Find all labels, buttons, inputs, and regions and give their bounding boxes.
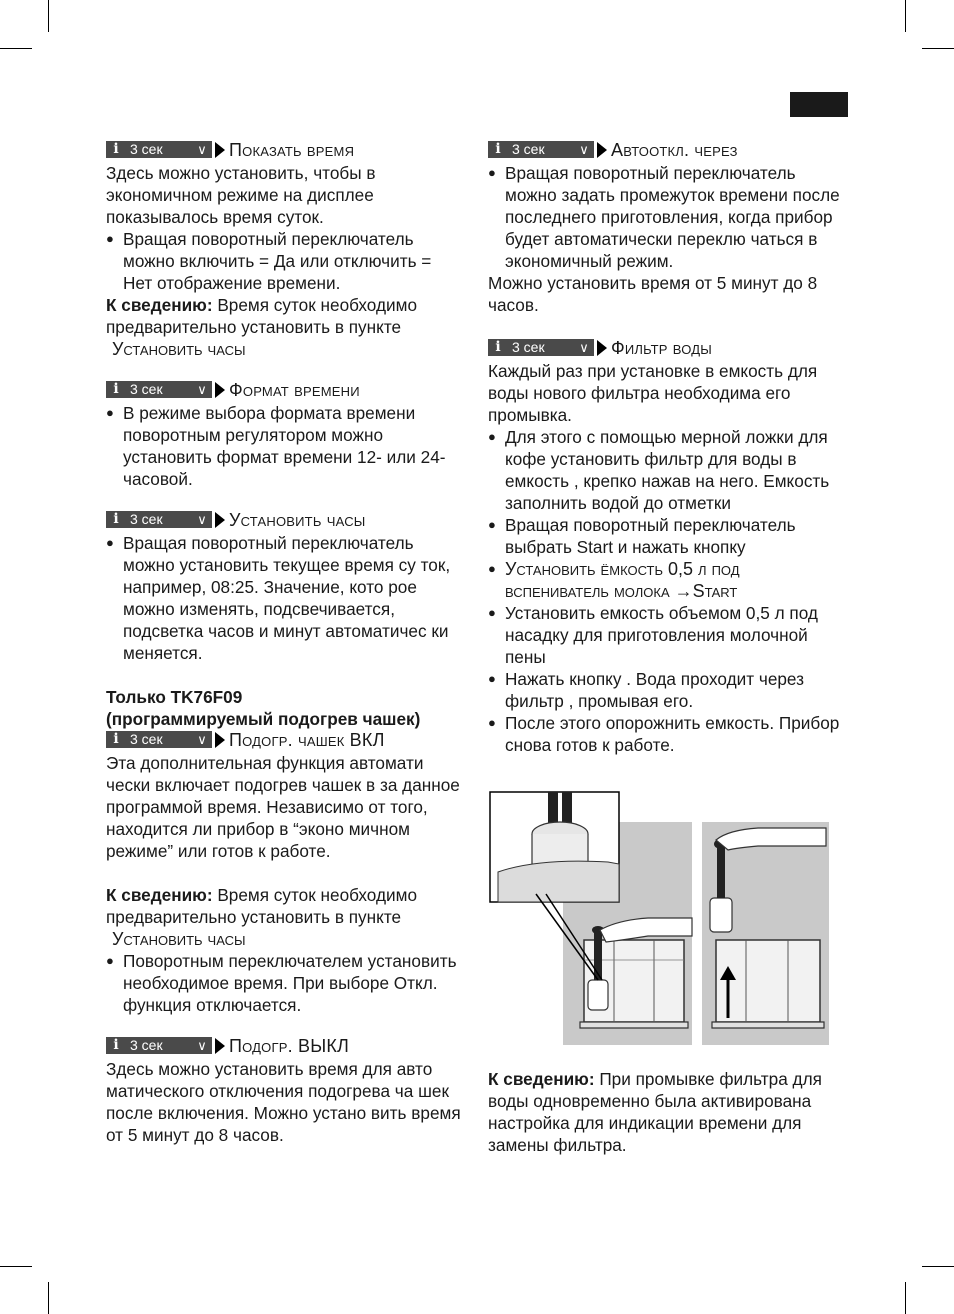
info-icon: i bbox=[113, 1037, 119, 1053]
info-key bbox=[488, 339, 594, 356]
info-icon: i bbox=[113, 381, 119, 397]
play-arrow-icon bbox=[215, 382, 225, 398]
paragraph: Здесь можно установить время для авто матического отключения подогрева ча шек после включения. Можно устано вить время от 5 минут до 8 часов. bbox=[106, 1059, 461, 1145]
section-title: Подогр. чашек ВКЛ bbox=[229, 729, 385, 750]
section-title: Показать время bbox=[229, 139, 355, 160]
note-text: Время суток необходимо предварительно установить в пункте bbox=[106, 885, 417, 927]
paragraph: Можно установить время от 5 минут до 8 часов. bbox=[488, 273, 818, 315]
chevron-down-icon: ∨ bbox=[579, 340, 589, 355]
bullet-item: ● В режиме выбора формата времени поворотным регулятором можно установить формат времени 12- или 24-часовой. bbox=[106, 402, 462, 490]
bullet-item: ● Вращая поворотный переключатель можно установить текущее время су ток, например, 08:25. Значение, кото рое можно изменять, подсвечивается, подсветка часов и минут автоматичес ки меняется. bbox=[106, 532, 462, 664]
info-key bbox=[488, 141, 594, 158]
hold-duration: 3 сек bbox=[512, 141, 545, 157]
right-column bbox=[488, 140, 844, 756]
menu-path-bar bbox=[106, 1036, 462, 1055]
info-key bbox=[106, 731, 212, 748]
crop-mark bbox=[0, 1266, 32, 1267]
chevron-down-icon: ∨ bbox=[197, 512, 207, 527]
crop-mark bbox=[48, 1282, 49, 1314]
crop-mark bbox=[48, 0, 49, 32]
hold-duration: 3 сек bbox=[130, 381, 163, 397]
menu-item-name: Установить часы bbox=[112, 339, 246, 359]
model-heading bbox=[106, 686, 462, 708]
play-arrow-icon bbox=[215, 732, 225, 748]
bullet-item: ● Нажать кнопку . Вода проходит через фильтр , промывая его. bbox=[488, 668, 844, 712]
chevron-down-icon: ∨ bbox=[197, 142, 207, 157]
info-icon: i bbox=[495, 339, 501, 355]
info-key bbox=[106, 511, 212, 528]
chevron-down-icon: ∨ bbox=[579, 142, 589, 157]
menu-path-bar bbox=[488, 338, 844, 357]
menu-path-bar bbox=[106, 730, 462, 749]
bottom-note bbox=[488, 1068, 848, 1156]
chevron-down-icon: ∨ bbox=[197, 1038, 207, 1053]
info-icon: i bbox=[495, 141, 501, 157]
info-key bbox=[106, 381, 212, 398]
bullet-item: ● Вращая поворотный переключатель можно включить = Да или отключить = Нет отображение времени. bbox=[106, 228, 462, 294]
crop-mark bbox=[922, 1266, 954, 1267]
bullet-item: ● Поворотным переключателем установить необходимое время. При выборе Откл. функция отключается. bbox=[106, 950, 462, 1016]
note-label: К сведению: bbox=[106, 885, 213, 905]
bullet-item: ● Для этого с помощью мерной ложки для кофе установить фильтр для воды в емкость , крепко нажав на него. Емкость заполнить водой до отметки bbox=[488, 426, 844, 514]
hold-duration: 3 сек bbox=[130, 731, 163, 747]
crop-mark bbox=[905, 1282, 906, 1314]
feature-heading bbox=[106, 708, 462, 730]
menu-path-bar bbox=[106, 380, 462, 399]
play-arrow-icon bbox=[215, 1038, 225, 1054]
info-icon: i bbox=[113, 731, 119, 747]
hold-duration: 3 сек bbox=[130, 141, 163, 157]
chevron-down-icon: ∨ bbox=[197, 732, 207, 747]
note-menu-item bbox=[106, 928, 462, 950]
feature-heading-text: (программируемый подогрев чашек) bbox=[106, 709, 421, 729]
menu-item-name: Установить часы bbox=[112, 929, 246, 949]
crop-mark bbox=[0, 48, 32, 49]
model-heading-text: Только TK76F09 bbox=[106, 687, 243, 707]
hold-duration: 3 сек bbox=[512, 339, 545, 355]
filter-rinse-illustration bbox=[488, 790, 834, 1046]
left-column bbox=[106, 140, 462, 1146]
play-arrow-icon bbox=[215, 512, 225, 528]
note-label: К сведению: bbox=[106, 295, 213, 315]
bullet-item: ● Вращая поворотный переключатель можно задать промежуток времени после последнего приготовления, когда прибор будет автоматически переклю чаться в экономичный режим. bbox=[488, 162, 844, 272]
info-icon: i bbox=[113, 141, 119, 157]
info-icon: i bbox=[113, 511, 119, 527]
note bbox=[106, 294, 462, 338]
paragraph: Здесь можно установить, чтобы в экономичном режиме на дисплее показывалось время суток. bbox=[106, 163, 376, 227]
info-key bbox=[106, 1037, 212, 1054]
section-title: Фильтр воды bbox=[611, 337, 712, 358]
menu-path-bar bbox=[106, 140, 462, 159]
hold-duration: 3 сек bbox=[130, 1037, 163, 1053]
section-title: Формат времени bbox=[229, 379, 360, 400]
bullet-item: ● После этого опорожнить емкость. Прибор снова готов к работе. bbox=[488, 712, 844, 756]
section-title: Установить часы bbox=[229, 509, 366, 530]
play-arrow-icon bbox=[597, 340, 607, 356]
note-text: При промывке фильтра для воды одновременно была активирована настройка для индикации времени для замены фильтра. bbox=[488, 1069, 822, 1155]
section-title: Автооткл. через bbox=[611, 139, 738, 160]
note-label: К сведению: bbox=[488, 1069, 595, 1089]
crop-mark bbox=[922, 48, 954, 49]
play-arrow-icon bbox=[215, 142, 225, 158]
info-key bbox=[106, 141, 212, 158]
menu-path-bar bbox=[106, 510, 462, 529]
bullet-item: ● Установить емкость объемом 0,5 л под насадку для приготовления молочной пены bbox=[488, 602, 844, 668]
language-tab bbox=[790, 92, 848, 117]
paragraph: Эта дополнительная функция автомати чески включает подогрев чашек в за данное программой время. Независимо от того, находится ли прибор в “эконо мичном режиме” или готов к работе. bbox=[106, 753, 460, 861]
note-menu-item bbox=[106, 338, 462, 360]
crop-mark bbox=[905, 0, 906, 32]
paragraph: Каждый раз при установке в емкость для воды нового фильтра необходима его промывка. bbox=[488, 361, 818, 425]
hold-duration: 3 сек bbox=[130, 511, 163, 527]
bullet-item: ● Вращая поворотный переключатель выбрать Start и нажать кнопку bbox=[488, 514, 844, 558]
note-text: Время суток необходимо предварительно установить в пункте bbox=[106, 295, 417, 337]
menu-path-bar bbox=[488, 140, 844, 159]
play-arrow-icon bbox=[597, 142, 607, 158]
section-title: Подогр. ВЫКЛ bbox=[229, 1035, 350, 1056]
chevron-down-icon: ∨ bbox=[197, 382, 207, 397]
bullet-item-display-text: ● Установить ёмкость 0,5 л под вспениватель молока →Start bbox=[488, 558, 844, 602]
note bbox=[106, 884, 462, 928]
